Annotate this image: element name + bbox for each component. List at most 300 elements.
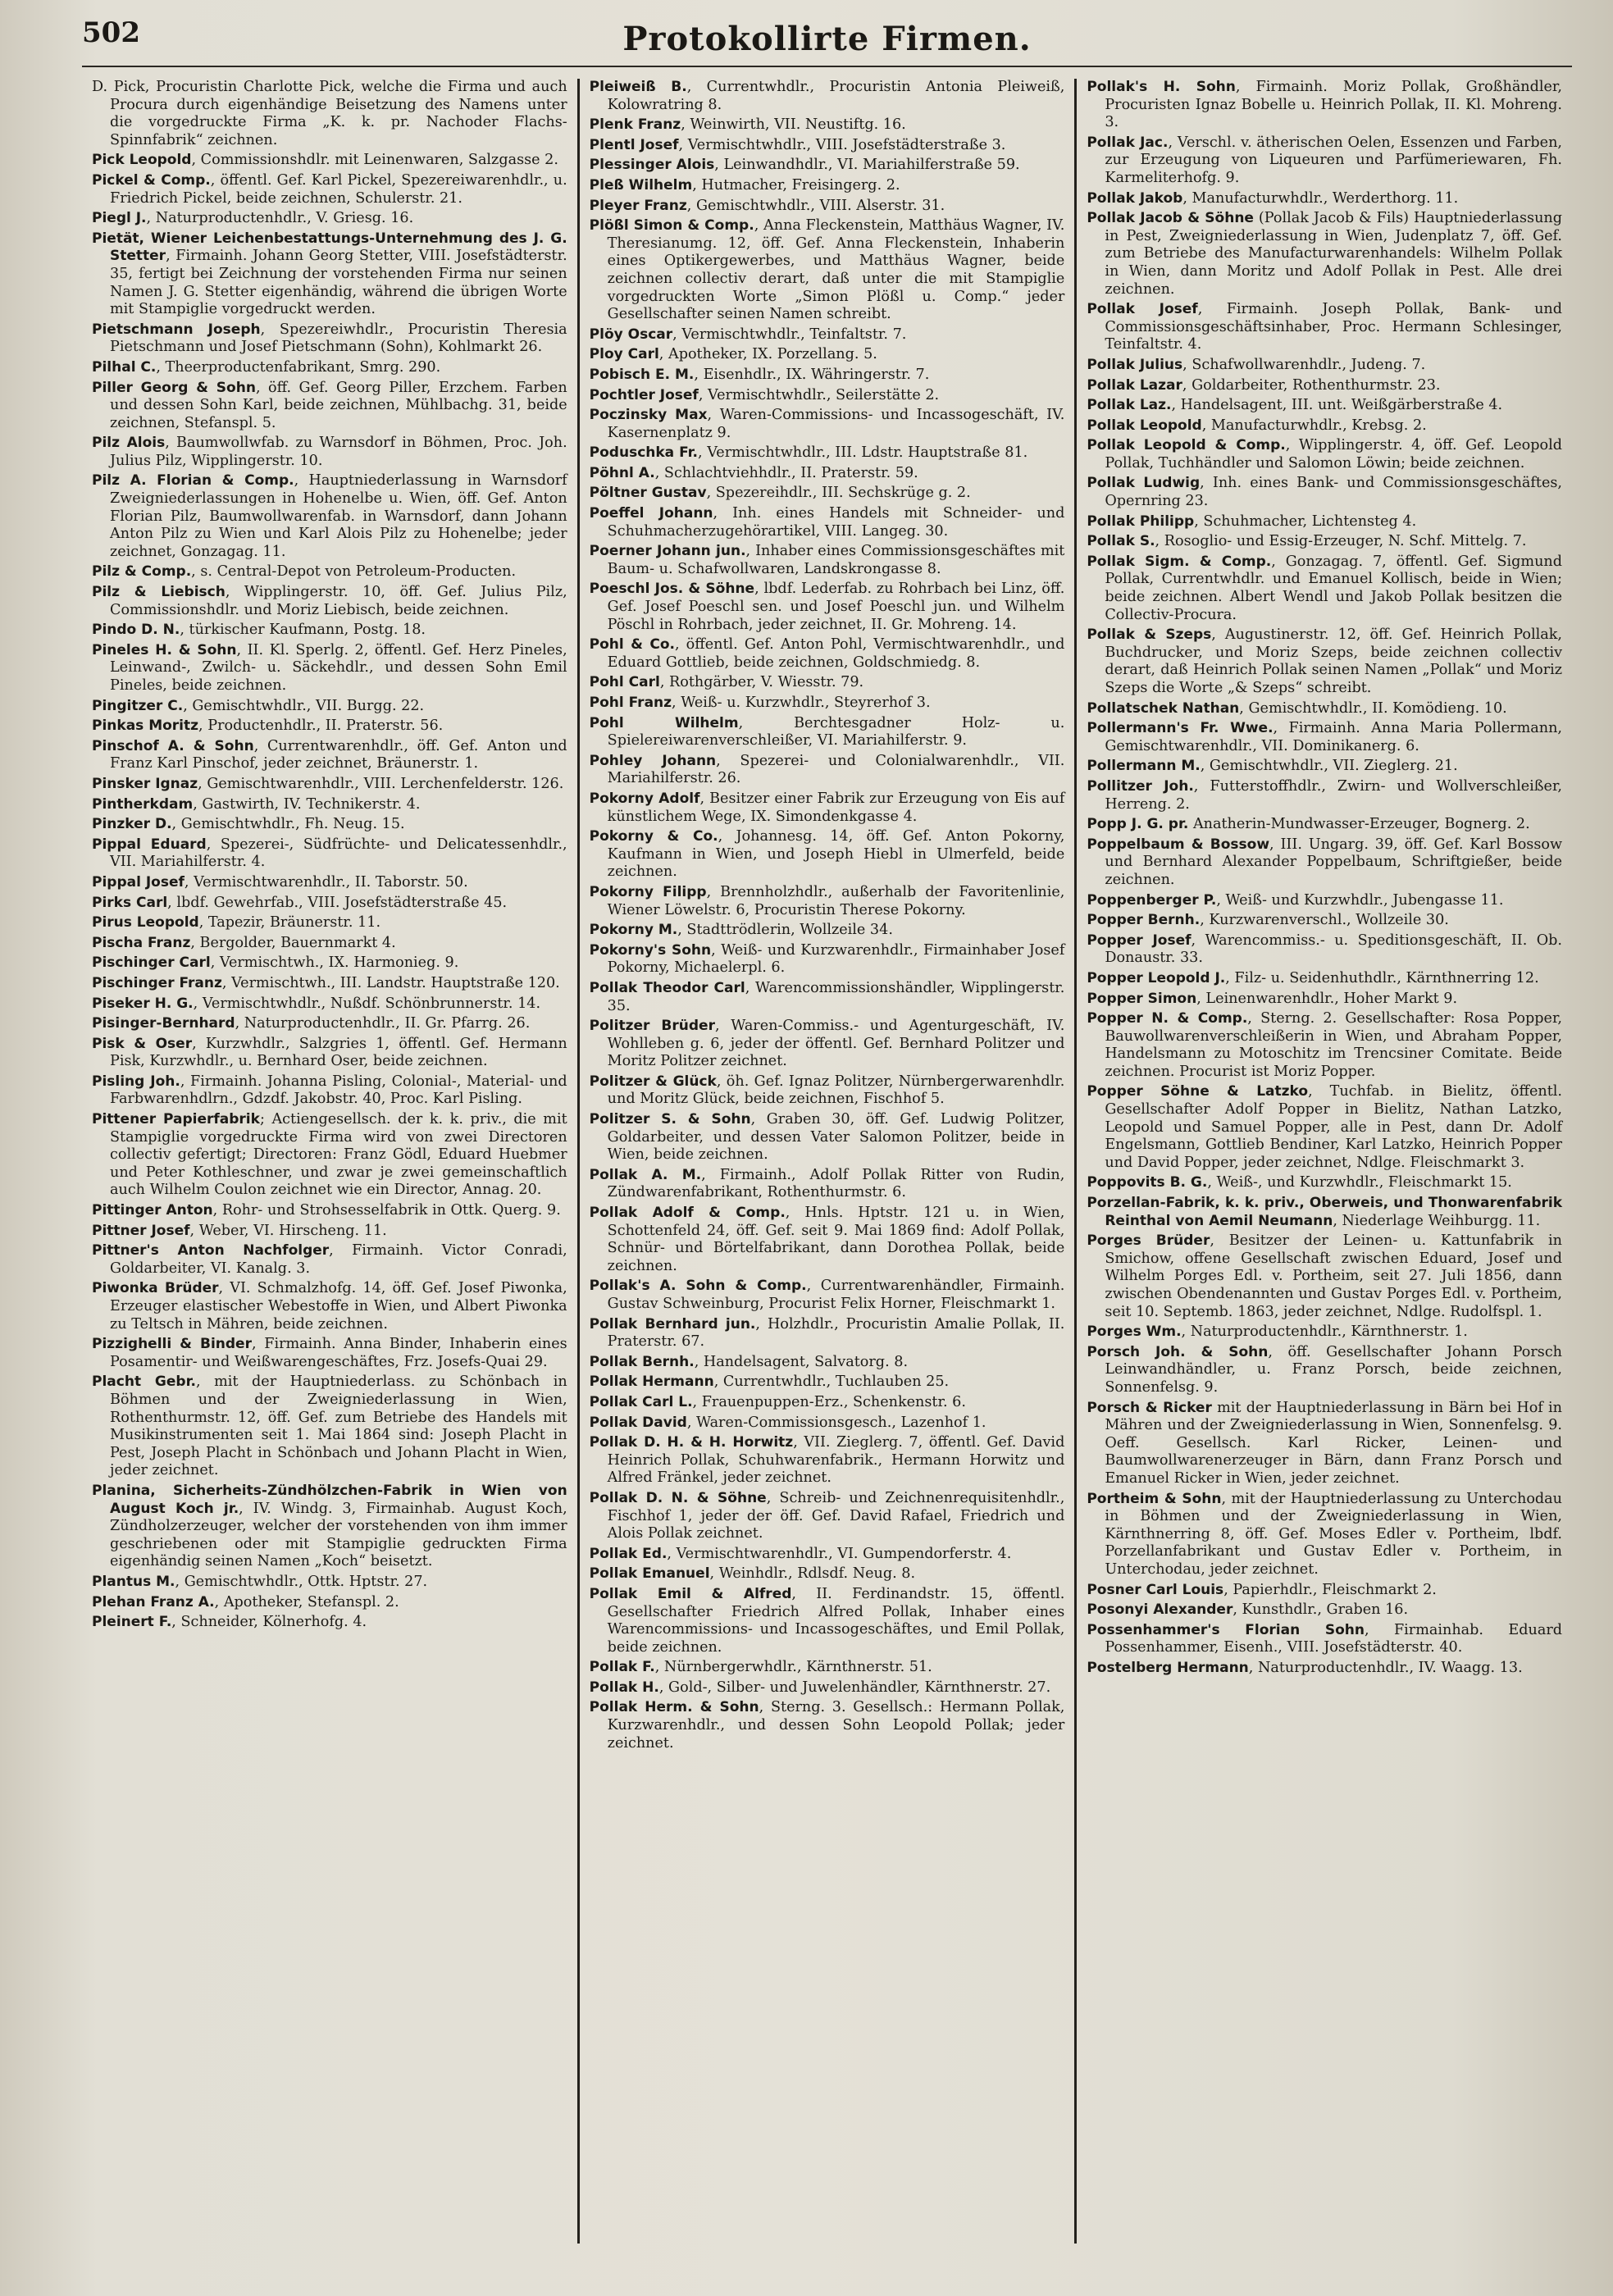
firm-name: Plentl Josef bbox=[589, 136, 679, 153]
firm-entry bbox=[590, 1278, 1065, 1313]
firm-name: Pilz A. Florian & Comp. bbox=[92, 472, 294, 490]
firm-name: Pöhnl A. bbox=[589, 464, 655, 481]
firm-name: Pollak Jakob bbox=[1087, 189, 1183, 207]
firm-name: Pizzighelli & Binder bbox=[92, 1336, 252, 1353]
page-header bbox=[82, 15, 1572, 67]
firm-details: , Manufacturwhdlr., Krebsg. 2. bbox=[1201, 417, 1427, 434]
firm-details: , lbdf. Lederfab. zu Rohrbach bei Linz, öff. Gef. Josef Poeschl sen. und Josef Poeschl jun. und Wilhelm Pöschl in Rohrbach, jeder zeichnet, II. Gr. Mohreng. 14. bbox=[607, 581, 1065, 633]
firm-entry bbox=[92, 79, 567, 149]
firm-details: , Berchtesgadner Holz- u. Spielereiwarenverschleißer, VI. Mariahilferstr. 9. bbox=[607, 714, 1065, 749]
firm-name: Posonyi Alexander bbox=[1087, 1601, 1233, 1619]
firm-details: , Gemischtwhdlr., VII. Zieglerg. 21. bbox=[1200, 758, 1458, 775]
firm-name: Pollak Adolf & Comp. bbox=[589, 1205, 786, 1222]
firm-details: , Apotheker, Stefanspl. 2. bbox=[214, 1593, 399, 1610]
firm-name: Pollak Laz. bbox=[1087, 397, 1172, 414]
firm-entry bbox=[1087, 513, 1562, 531]
firm-name: Pokorny Adolf bbox=[589, 790, 700, 807]
firm-name: Pollak Ed. bbox=[589, 1545, 668, 1562]
firm-entry bbox=[1087, 79, 1562, 132]
firm-name: Pollak Josef bbox=[1087, 301, 1198, 318]
firm-name: Pietschmann Joseph bbox=[92, 321, 261, 338]
firm-entry bbox=[590, 543, 1065, 578]
firm-name: Pollak Jacob & Söhne bbox=[1087, 210, 1254, 227]
firm-details: , Tapezir, Bräunerstr. 11. bbox=[198, 914, 381, 932]
firm-entry bbox=[590, 505, 1065, 540]
firm-name: Pollak Philipp bbox=[1087, 512, 1195, 530]
firm-details: , Frauenpuppen-Erz., Schenkenstr. 6. bbox=[692, 1393, 966, 1410]
firm-name: Plessinger Alois bbox=[589, 157, 715, 174]
firm-details: , Manufacturwhdlr., Werderthorg. 11. bbox=[1182, 189, 1459, 207]
firm-name: Pirks Carl bbox=[92, 894, 168, 911]
firm-details: , Vermischtwarenhdlr., II. Taborstr. 50. bbox=[184, 873, 468, 891]
firm-details: , Hnls. Hptstr. 121 u. in Wien, Schottenfeld 24, öff. Gef. seit 9. Mai 1869 find: Adolf Pollak, Schnür- und Börtelfabrikant, dann Dorothea Pollak, beide zeichnen. bbox=[607, 1205, 1065, 1274]
firm-entry bbox=[1087, 1660, 1562, 1678]
firm-name: Pollermann's Fr. Wwe. bbox=[1087, 720, 1274, 737]
firm-details: , Anna Fleckenstein, Matthäus Wagner, IV. Theresianumg. 12, öff. Gef. Anna Fleckenstein, Inhaberin eines Optikergewerbes, und Matthäus Wagner, beide zeichnen collectiv derart, daß unter die mit Stampiglie vorgedruckten Worte „Simon Plößl u. Comp.“ jeder Gesellschafter seinen Namen schreibt. bbox=[607, 217, 1065, 323]
firm-entry bbox=[1087, 1232, 1562, 1321]
firm-name: Poppelbaum & Bossow bbox=[1087, 836, 1270, 853]
firm-name: Poeffel Johann bbox=[589, 505, 713, 522]
firm-name: Pollak Leopold bbox=[1087, 417, 1202, 434]
firm-details: , Eisenhdlr., IX. Währingerstr. 7. bbox=[694, 366, 930, 383]
firm-entry bbox=[92, 359, 567, 377]
firm-details: , Weiß-, und Kurzwhdlr., Fleischmarkt 15. bbox=[1207, 1174, 1512, 1191]
firm-name: Pintherkdam bbox=[92, 795, 194, 813]
firm-name: Pollak Herm. & Sohn bbox=[589, 1699, 759, 1716]
firm-entry bbox=[1087, 397, 1562, 415]
firm-details: , Firmainh. Johann Georg Stetter, VIII. Josefstädterstr. 35, fertigt bei Zeichnung der vorstehenden Firma nur seinen Namen J. G. Stetter eigenhändig, während die übrigen Worte mit Stampiglie vorgedruckt werden. bbox=[110, 248, 567, 318]
firm-details: , Vermischtwh., III. Landstr. Hauptstraße 120. bbox=[221, 974, 560, 991]
firm-entry bbox=[590, 1394, 1065, 1412]
firm-details: , Futterstoffhdlr., Zwirn- und Wollverschleißer, Herreng. 2. bbox=[1105, 777, 1563, 813]
firm-entry bbox=[92, 718, 567, 736]
firm-entry bbox=[590, 137, 1065, 155]
firm-name: Pollak H. bbox=[589, 1679, 659, 1696]
firm-details: , Firmainh., Adolf Pollak Ritter von Rudin, Zündwarenfabrikant, Rothenthurmstr. 6. bbox=[607, 1166, 1065, 1201]
firm-details: , lbdf. Gewehrfab., VIII. Josefstädterstraße 45. bbox=[167, 894, 508, 911]
firm-name: Pollak Sigm. & Comp. bbox=[1087, 553, 1272, 570]
firm-details: , Besitzer der Leinen- u. Kattunfabrik in Smichow, offene Gesellschaft zwischen Eduard, Josef und Wilhelm Porges Edl. v. Portheim, seit 27. Juli 1856, dann zwischen Obendenannten und Gustav Porges Edl. v. Portheim, seit 10. Septemb. 1863, jeder zeichnet, Ndlge. Rudolfspl. 1. bbox=[1105, 1232, 1563, 1320]
firm-name: Pingitzer C. bbox=[92, 697, 184, 714]
firm-details: , Weiß- und Kurzwhdlr., Jubengasse 11. bbox=[1216, 891, 1504, 909]
firm-name: Pisinger-Bernhard bbox=[92, 1015, 235, 1032]
firm-entry bbox=[1087, 1195, 1562, 1230]
firm-details: , Augustinerstr. 12, öff. Gef. Heinrich Pollak, Buchdrucker, und Moriz Szeps, beide zeichnen collectiv derart, daß Heinrich Pollak seinen Namen „Pollak“ und Moriz Szeps die Worte „& Szeps“ schreibt. bbox=[1105, 626, 1563, 696]
firm-details: , Weber, VI. Hirscheng. 11. bbox=[189, 1222, 387, 1239]
firm-entry bbox=[1087, 778, 1562, 813]
firm-details: , Sterng. 3. Gesellsch.: Hermann Pollak, Kurzwarenhdlr., und dessen Sohn Leopold Pollak; jeder zeichnet. bbox=[607, 1699, 1065, 1752]
firm-name: Politzer Brüder bbox=[589, 1018, 715, 1035]
firm-details: , öffentl. Gef. Karl Pickel, Spezereiwarenhdlr., u. Friedrich Pickel, beide zeichnen, Schulerstr. 21. bbox=[110, 171, 567, 207]
firm-name: Pilhal C. bbox=[92, 358, 157, 376]
firm-name: Pietät, Wiener Leichenbestattungs-Unternehmung des J. G. Stetter bbox=[92, 230, 567, 265]
firm-entry bbox=[1087, 1010, 1562, 1081]
firm-entry bbox=[1087, 210, 1562, 298]
firm-details: , Gemischtwarenhdlr., VIII. Lerchenfelderstr. 126. bbox=[198, 775, 564, 792]
firm-details: , Commissionshdlr. mit Leinenwaren, Salzgasse 2. bbox=[191, 152, 558, 169]
firm-name: Pinkas Moritz bbox=[92, 718, 199, 735]
firm-details: , Leinenwarenhdlr., Hoher Markt 9. bbox=[1196, 990, 1458, 1007]
firm-entry bbox=[92, 1374, 567, 1480]
firm-name: Plenk Franz bbox=[589, 116, 681, 134]
firm-name: Planina, Sicherheits-Zündhölzchen-Fabrik in Wien von August Koch jr. bbox=[92, 1482, 567, 1517]
firm-details: , Firmainh. Moriz Pollak, Großhändler, Procuristen Ignaz Bobelle u. Heinrich Pollak, II. Kl. Mohreng. 3. bbox=[1105, 79, 1563, 131]
firm-details: , Goldarbeiter, Rothenthurmstr. 23. bbox=[1182, 376, 1441, 394]
firm-entry bbox=[590, 828, 1065, 882]
firm-entry bbox=[590, 753, 1065, 788]
firm-entry bbox=[1087, 190, 1562, 208]
firm-entry bbox=[92, 698, 567, 716]
firm-name: Pleyer Franz bbox=[589, 197, 687, 214]
firm-name: Pollak Carl L. bbox=[589, 1393, 693, 1410]
firm-name: Pleß Wilhelm bbox=[589, 176, 693, 194]
firm-name: Placht Gebr. bbox=[92, 1374, 196, 1391]
firm-name: Pickel & Comp. bbox=[92, 171, 211, 189]
firm-entry bbox=[590, 942, 1065, 977]
firm-details: , Firmainh. Victor Conradi, Goldarbeiter, VI. Kanalg. 3. bbox=[110, 1242, 567, 1277]
firm-name: Pollak Lazar bbox=[1087, 376, 1182, 394]
firm-details: , öff. Gef. Georg Piller, Erzchem. Farben und dessen Sohn Karl, beide zeichnen, Mühlbachg. 31, beide zeichnen, Stefanspl. 5. bbox=[110, 379, 567, 431]
firm-name: Popper N. & Comp. bbox=[1087, 1010, 1248, 1027]
firm-entry bbox=[590, 1073, 1065, 1109]
firm-details: , Firmainh. Joseph Pollak, Bank- und Commissionsgeschäftsinhaber, Proc. Hermann Schlesinger, Teinfaltstr. 4. bbox=[1105, 301, 1563, 353]
firm-name: Pochtler Josef bbox=[589, 386, 699, 403]
firm-entry bbox=[92, 836, 567, 872]
firm-details: , Firmainh. Johanna Pisling, Colonial-, Material- und Farbwarenhdlrn., Gdzdf. Jakobstr. 40, Proc. Karl Pisling. bbox=[110, 1073, 567, 1108]
firm-name: Pokorny & Co. bbox=[589, 828, 718, 845]
firm-entry bbox=[1087, 1601, 1562, 1620]
firm-entry bbox=[1087, 301, 1562, 354]
firm-entry bbox=[92, 1223, 567, 1241]
firm-name: Pollak Theodor Carl bbox=[589, 979, 745, 996]
firm-entry bbox=[92, 321, 567, 357]
firm-entry bbox=[92, 380, 567, 433]
firm-entry bbox=[1087, 1400, 1562, 1488]
firm-details: , Spezereihdlr., III. Sechskrüge g. 2. bbox=[706, 485, 971, 502]
firm-details: , Currentwarenhdlr., öff. Gef. Anton und Franz Karl Pinschof, jeder zeichnet, Bräunerstr. 1. bbox=[110, 737, 567, 772]
firm-details: , II. Ferdinandstr. 15, öffentl. Gesellschafter Friedrich Alfred Pollak, Inhaber eines Warencommissions- und Incassogeschäftes, und Emil Pollak, beide zeichnen. bbox=[607, 1585, 1065, 1656]
firm-entry bbox=[590, 407, 1065, 442]
firm-entry bbox=[590, 1316, 1065, 1351]
firm-details: , Niederlage Weihburgg. 11. bbox=[1333, 1212, 1541, 1229]
firm-details: , Handelsagent, III. unt. Weißgärberstraße 4. bbox=[1171, 397, 1503, 414]
firm-details: , Hauptniederlassung in Warnsdorf Zweigniederlassungen in Hohenelbe u. Wien, öff. Gef. Anton Florian Pilz, Baumwollwarenfab. in Warnsdorf, dann Johann Anton Pilz zu Wien und Karl Alois Pilz zu Hohenelbe; jeder zeichnet, Gonzagag. 11. bbox=[110, 472, 567, 560]
firm-entry bbox=[92, 1574, 567, 1592]
firm-entry bbox=[590, 1414, 1065, 1433]
firm-entry bbox=[92, 796, 567, 814]
firm-details: , Spezerei- und Colonialwarenhdlr., VII. Mariahilferstr. 26. bbox=[607, 752, 1065, 787]
firm-details: , türkischer Kaufmann, Postg. 18. bbox=[180, 622, 426, 639]
firm-entry bbox=[92, 975, 567, 993]
firm-entry bbox=[1087, 836, 1562, 890]
firm-details: , Inh. eines Handels mit Schneider- und Schuhmacherzugehörartikel, VIII. Langeg. 30. bbox=[607, 505, 1065, 540]
firm-details: , Warencommissionshändler, Wipplingerstr. 35. bbox=[607, 979, 1065, 1014]
firm-entry bbox=[590, 1490, 1065, 1543]
firm-details: , Gold-, Silber- und Juwelenhändler, Kärnthnerstr. 27. bbox=[658, 1679, 1051, 1696]
firm-entry bbox=[590, 217, 1065, 324]
firm-name: Politzer & Glück bbox=[589, 1073, 717, 1090]
firm-details: , Gastwirth, IV. Technikerstr. 4. bbox=[193, 795, 421, 813]
firm-entry bbox=[1087, 1582, 1562, 1600]
firm-entry bbox=[1087, 626, 1562, 697]
firm-name: Porges Brüder bbox=[1087, 1232, 1210, 1250]
firm-entry bbox=[1087, 1083, 1562, 1172]
firm-details: , Firmainhab. Eduard Possenhammer, Eisenh., VIII. Josefstädterstr. 40. bbox=[1105, 1621, 1562, 1656]
firm-entry bbox=[590, 367, 1065, 385]
firm-details: , Gemischtwhdlr., Ottk. Hptstr. 27. bbox=[175, 1573, 428, 1590]
firm-details: , Sterng. 2. Gesellschafter: Rosa Popper, Bauwollwarenverschleißerin in Wien, und Abraham Popper, Handelsmann zu Motoschitz im Trencsiner Comitate. Beide zeichnen. Procurist ist Moriz Popper. bbox=[1105, 1010, 1563, 1080]
firm-entry bbox=[92, 914, 567, 932]
firm-details: , mit der Hauptniederlassung zu Unterchodau in Böhmen und der Zweigniederlassung in Wien, Kärnthnerring 8, öff. Gef. Moses Edler v. Portheim, lbdf. Porzellanfabrikant und Gustav Edler v. Portheim, in Unterchodau, jeder zeichnet. bbox=[1105, 1490, 1563, 1578]
firm-entry bbox=[590, 485, 1065, 503]
firm-name: Postelberg Hermann bbox=[1087, 1659, 1249, 1676]
firm-details: , Kunsthdlr., Graben 16. bbox=[1233, 1601, 1409, 1619]
firm-entry bbox=[590, 1018, 1065, 1071]
firm-entry bbox=[1087, 533, 1562, 551]
firm-name: Pleiweiß B. bbox=[589, 79, 687, 95]
firm-entry bbox=[1087, 816, 1562, 834]
firm-entry bbox=[1087, 475, 1562, 510]
firm-name: Porges Wm. bbox=[1087, 1323, 1182, 1341]
firm-details: , Weinwirth, VII. Neustiftg. 16. bbox=[681, 116, 906, 134]
firm-details: , Vermischtwhdlr., Teinfaltstr. 7. bbox=[672, 326, 907, 343]
firm-details: , Apotheker, IX. Porzellang. 5. bbox=[658, 346, 877, 363]
firm-entry bbox=[590, 1434, 1065, 1487]
firm-details: , Schreib- und Zeichnenrequisitenhdlr., Fischhof 1, jeder der öff. Gef. David Rafael, Friedrich und Alois Pollak zeichnet. bbox=[607, 1489, 1065, 1542]
firm-entry bbox=[92, 230, 567, 319]
firm-entry bbox=[590, 79, 1065, 114]
firm-details: , Baumwollwfab. zu Warnsdorf in Böhmen, Proc. Joh. Julius Pilz, Wipplingerstr. 10. bbox=[110, 435, 567, 469]
firm-entry bbox=[590, 346, 1065, 364]
firm-entry bbox=[590, 198, 1065, 216]
firm-details: , Waren-Commissionsgesch., Lazenhof 1. bbox=[686, 1414, 986, 1431]
firm-entry bbox=[590, 1546, 1065, 1564]
firm-details: , Gemischtwhdlr., VIII. Alserstr. 31. bbox=[686, 197, 945, 214]
firm-entry bbox=[590, 1679, 1065, 1697]
firm-name: Pollak Bernhard jun. bbox=[589, 1315, 756, 1332]
firm-details: , Vermischtwhdlr., III. Ldstr. Hauptstraße 81. bbox=[698, 444, 1028, 462]
firm-name: Pilz & Liebisch bbox=[92, 584, 226, 601]
firm-details: , Naturproductenhdlr., II. Gr. Pfarrg. 26. bbox=[235, 1015, 531, 1032]
firm-name: Pollitzer Joh. bbox=[1087, 777, 1194, 795]
firm-entry bbox=[590, 715, 1065, 750]
firm-entry bbox=[92, 472, 567, 561]
firm-details: , Kurzwarenverschl., Wollzeile 30. bbox=[1200, 912, 1449, 929]
firm-details: , Schneider, Kölnerhofg. 4. bbox=[171, 1614, 367, 1631]
firm-entry bbox=[590, 465, 1065, 483]
firm-entry bbox=[590, 1205, 1065, 1275]
firm-details: , öffentl. Gef. Anton Pohl, Vermischtwarenhdlr., und Eduard Gottlieb, beide zeichnen, Goldschmiedg. 8. bbox=[607, 636, 1065, 671]
firm-name: Pisling Joh. bbox=[92, 1073, 180, 1090]
firm-entry bbox=[92, 1111, 567, 1200]
firm-entry bbox=[92, 1594, 567, 1612]
firm-entry bbox=[590, 1374, 1065, 1392]
firm-name: Popper Bernh. bbox=[1087, 912, 1201, 929]
firm-entry bbox=[1087, 417, 1562, 435]
firm-entry bbox=[590, 1699, 1065, 1752]
firm-entry bbox=[1087, 1491, 1562, 1579]
firm-entry bbox=[590, 790, 1065, 826]
firm-entry bbox=[590, 922, 1065, 940]
firm-name: Pippal Eduard bbox=[92, 836, 207, 853]
firm-details: , Stadttrödlerin, Wollzeile 34. bbox=[677, 922, 893, 939]
firm-details: , Currentwhdlr., Procuristin Antonia Pleiweiß, Kolowratring 8. bbox=[607, 79, 1065, 113]
firm-name: Ploy Carl bbox=[589, 346, 659, 363]
firm-details: , mit der Hauptniederlass. zu Schönbach in Böhmen und der Zweigniederlassung in Wien, Rothenthurmstr. 12, öff. Gef. zum Betriebe des Handels mit Musikinstrumenten seit 1. Mai 1864 sind: Joseph Placht in Pest, Joseph Placht in Schönbach und Johann Placht in Wien, jeder zeichnet. bbox=[110, 1374, 567, 1479]
columns bbox=[82, 79, 1572, 2244]
firm-name: Pollak D. N. & Söhne bbox=[589, 1489, 767, 1506]
firm-name: Pohl Wilhelm bbox=[589, 714, 739, 731]
firm-name: Pineles H. & Sohn bbox=[92, 641, 237, 658]
firm-details: , Currentwarenhändler, Firmainh. Gustav Schweinburg, Procurist Felix Horner, Fleischmarkt 1. bbox=[607, 1278, 1065, 1312]
firm-entry bbox=[1087, 377, 1562, 395]
firm-entry bbox=[92, 435, 567, 470]
firm-name: Pick Leopold bbox=[92, 152, 192, 169]
firm-name: Pisk & Oser bbox=[92, 1035, 193, 1052]
firm-details: , Leinwandhdlr., VI. Mariahilferstraße 59. bbox=[714, 157, 1020, 174]
firm-details: , Weiß- und Kurzwarenhdlr., Firmainhaber Josef Pokorny, Michaelerpl. 6. bbox=[607, 941, 1065, 977]
firm-details: , Papierhdlr., Fleischmarkt 2. bbox=[1223, 1581, 1437, 1598]
firm-name: Pippal Josef bbox=[92, 873, 185, 891]
firm-name: Pittener Papierfabrik bbox=[92, 1111, 260, 1128]
firm-entry bbox=[590, 157, 1065, 175]
firm-details: , Inhaber eines Commissionsgeschäftes mit Baum- u. Schafwollwaren, Landskrongasse 8. bbox=[607, 543, 1065, 577]
firm-name: Pollak Leopold & Comp. bbox=[1087, 437, 1286, 454]
firm-entry bbox=[1087, 991, 1562, 1009]
firm-details: , Holzhdlr., Procuristin Amalie Pollak, II. Praterstr. 67. bbox=[607, 1315, 1065, 1351]
firm-entry bbox=[92, 584, 567, 619]
firm-name: Pittner Josef bbox=[92, 1222, 190, 1239]
firm-name: Pollak S. bbox=[1087, 533, 1155, 550]
firm-entry bbox=[92, 1202, 567, 1220]
firm-entry bbox=[92, 210, 567, 228]
firm-entry bbox=[1087, 720, 1562, 755]
page-number: 502 bbox=[82, 16, 140, 49]
firm-entry bbox=[92, 816, 567, 834]
firm-name: Pischa Franz bbox=[92, 934, 191, 951]
firm-entry bbox=[1087, 758, 1562, 776]
firm-entry bbox=[1087, 1323, 1562, 1342]
firm-details: , Bergolder, Bauernmarkt 4. bbox=[190, 934, 396, 951]
firm-name: Plößl Simon & Comp. bbox=[589, 217, 754, 235]
firm-name: Pollak F. bbox=[589, 1659, 655, 1676]
column-left bbox=[82, 79, 577, 2244]
firm-name: Pollak A. M. bbox=[589, 1166, 702, 1183]
firm-name: Pokorny's Sohn bbox=[589, 941, 712, 959]
firm-details: , Gemischtwhdlr., VII. Burgg. 22. bbox=[183, 697, 425, 714]
firm-details: , Vermischtwhdlr., Nußdf. Schönbrunnerstr. 14. bbox=[193, 995, 541, 1012]
firm-name: Pinsker Ignaz bbox=[92, 775, 198, 792]
firm-name: Piller Georg & Sohn bbox=[92, 379, 256, 396]
firm-name: Pollak D. H. & H. Horwitz bbox=[589, 1434, 794, 1451]
firm-details: , Vermischtwarenhdlr., VI. Gumpendorferstr. 4. bbox=[667, 1545, 1012, 1562]
firm-name: Porsch Joh. & Sohn bbox=[1087, 1343, 1269, 1360]
firm-details: , Besitzer einer Fabrik zur Erzeugung von Eis auf künstlichem Wege, IX. Simondenkgasse 4. bbox=[607, 790, 1065, 825]
firm-name: Pilz & Comp. bbox=[92, 563, 192, 581]
firm-details: , Schafwollwarenhdlr., Judeng. 7. bbox=[1182, 356, 1426, 373]
firm-details: , Naturproductenhdlr., IV. Waagg. 13. bbox=[1248, 1659, 1523, 1676]
firm-details: , Handelsagent, Salvatorg. 8. bbox=[694, 1353, 909, 1370]
firm-details: , Weinhdlr., Rdlsdf. Neug. 8. bbox=[709, 1565, 916, 1583]
firm-name: Pollak Emil & Alfred bbox=[589, 1585, 792, 1602]
firm-details: , Firmainh. Anna Maria Pollermann, Gemischtwarenhdlr., VII. Dominikanerg. 6. bbox=[1105, 720, 1563, 754]
firm-entry bbox=[92, 954, 567, 973]
firm-details: , Hutmacher, Freisingerg. 2. bbox=[692, 176, 900, 194]
column-right bbox=[1074, 79, 1572, 2244]
firm-entry bbox=[92, 1036, 567, 1071]
firm-details: , Waren-Commissions- und Incassogeschäft, IV. Kasernenplatz 9. bbox=[607, 407, 1065, 441]
firm-name: Pokorny Filipp bbox=[589, 883, 707, 900]
firm-entry bbox=[92, 895, 567, 913]
firm-entry bbox=[1087, 932, 1562, 968]
firm-name: Popp J. G. pr. bbox=[1087, 816, 1189, 833]
firm-details: , Inh. eines Bank- und Commissionsgeschäftes, Opernring 23. bbox=[1105, 475, 1563, 510]
firm-name: Poeschl Jos. & Söhne bbox=[589, 581, 755, 598]
firm-name: Poczinsky Max bbox=[589, 407, 708, 424]
firm-details: , Gonzagag. 7, öffentl. Gef. Sigmund Pollak, Currentwhdlr. und Emanuel Kollisch, beide in Wien; beide zeichnen. Albert Wendl und Jakob Pollak besitzen die Collectiv-Procura. bbox=[1105, 553, 1563, 623]
firm-name: Pokorny M. bbox=[589, 922, 678, 939]
firm-entry bbox=[590, 636, 1065, 672]
firm-entry bbox=[590, 1111, 1065, 1164]
firm-entry bbox=[1087, 357, 1562, 375]
firm-entry bbox=[590, 177, 1065, 195]
firm-entry bbox=[1087, 1174, 1562, 1192]
firm-details: , Vermischtwhdlr., VIII. Josefstädterstraße 3. bbox=[678, 136, 1006, 153]
firm-name: Piwonka Brüder bbox=[92, 1280, 219, 1297]
firm-name: Pohl & Co. bbox=[589, 636, 675, 654]
firm-name: Pollak Emanuel bbox=[589, 1565, 710, 1583]
firm-entry bbox=[92, 622, 567, 640]
firm-name: Popper Josef bbox=[1087, 932, 1192, 949]
firm-entry bbox=[590, 695, 1065, 713]
firm-entry bbox=[590, 980, 1065, 1015]
firm-name: Pollak & Szeps bbox=[1087, 626, 1212, 644]
firm-entry bbox=[92, 874, 567, 892]
firm-entry bbox=[92, 1073, 567, 1109]
firm-name: Popper Leopold J. bbox=[1087, 969, 1226, 986]
firm-name: Politzer S. & Sohn bbox=[589, 1111, 751, 1128]
firm-details: , Theerproductenfabrikant, Smrg. 290. bbox=[156, 358, 441, 376]
firm-details: , Weiß- u. Kurzwhdlr., Steyrerhof 3. bbox=[672, 695, 931, 711]
firm-name: Porzellan-Fabrik, k. k. priv., Oberweis, und Thonwarenfabrik Reinthal von Aemil Neumann bbox=[1087, 1195, 1563, 1229]
firm-name: Poerner Johann jun. bbox=[589, 543, 746, 560]
running-title: Protokollirte Firmen. bbox=[622, 20, 1032, 58]
firm-details: , Gemischtwhdlr., II. Komödieng. 10. bbox=[1239, 699, 1507, 717]
firm-entry bbox=[590, 1167, 1065, 1202]
firm-entry bbox=[1087, 554, 1562, 624]
firm-entry bbox=[92, 563, 567, 581]
firm-details: , s. Central-Depot von Petroleum-Producten. bbox=[191, 563, 517, 581]
firm-details: , III. Ungarg. 39, öff. Gef. Karl Bossow und Bernhard Alexander Poppelbaum, Schriftgießer, beide zeichnen. bbox=[1105, 836, 1563, 888]
firm-details: , Naturproductenhdlr., V. Griesg. 16. bbox=[146, 210, 414, 227]
firm-name: Pobisch E. M. bbox=[589, 366, 695, 383]
firm-name: Porsch & Ricker bbox=[1087, 1399, 1212, 1416]
firm-entry bbox=[92, 152, 567, 170]
firm-name: Pirus Leopold bbox=[92, 914, 199, 932]
firm-details: , Rohr- und Strohsesselfabrik in Ottk. Querg. 9. bbox=[212, 1202, 561, 1219]
firm-name: Pollak Ludwig bbox=[1087, 475, 1201, 492]
firm-entry bbox=[92, 642, 567, 695]
firm-details: mit der Hauptniederlassung in Bärn bei Hof in Mähren und der Zweigniederlassung in Wien, Sonnenfelsg. 9. Oeff. Gesellsch. Karl Ricker, Leinen- und Baumwollwarenerzeuger in Bärn, dann Franz Porsch und Emanuel Ricker in Wien, jeder zeichnet. bbox=[1105, 1399, 1563, 1487]
firm-details: , Rothgärber, V. Wiesstr. 79. bbox=[659, 674, 864, 691]
firm-entry bbox=[92, 1336, 567, 1371]
firm-entry bbox=[590, 1565, 1065, 1583]
firm-name: Poppenberger P. bbox=[1087, 891, 1217, 909]
firm-details: , Brennholzhdlr., außerhalb der Favoritenlinie, Wiener Löwelstr. 6, Procuristin Therese Pokorny. bbox=[607, 883, 1065, 918]
firm-entry bbox=[590, 1354, 1065, 1372]
firm-details: , Vermischtwhdlr., Seilerstätte 2. bbox=[698, 386, 940, 403]
firm-details: , Nürnbergerwhdlr., Kärnthnerstr. 51. bbox=[654, 1659, 932, 1676]
